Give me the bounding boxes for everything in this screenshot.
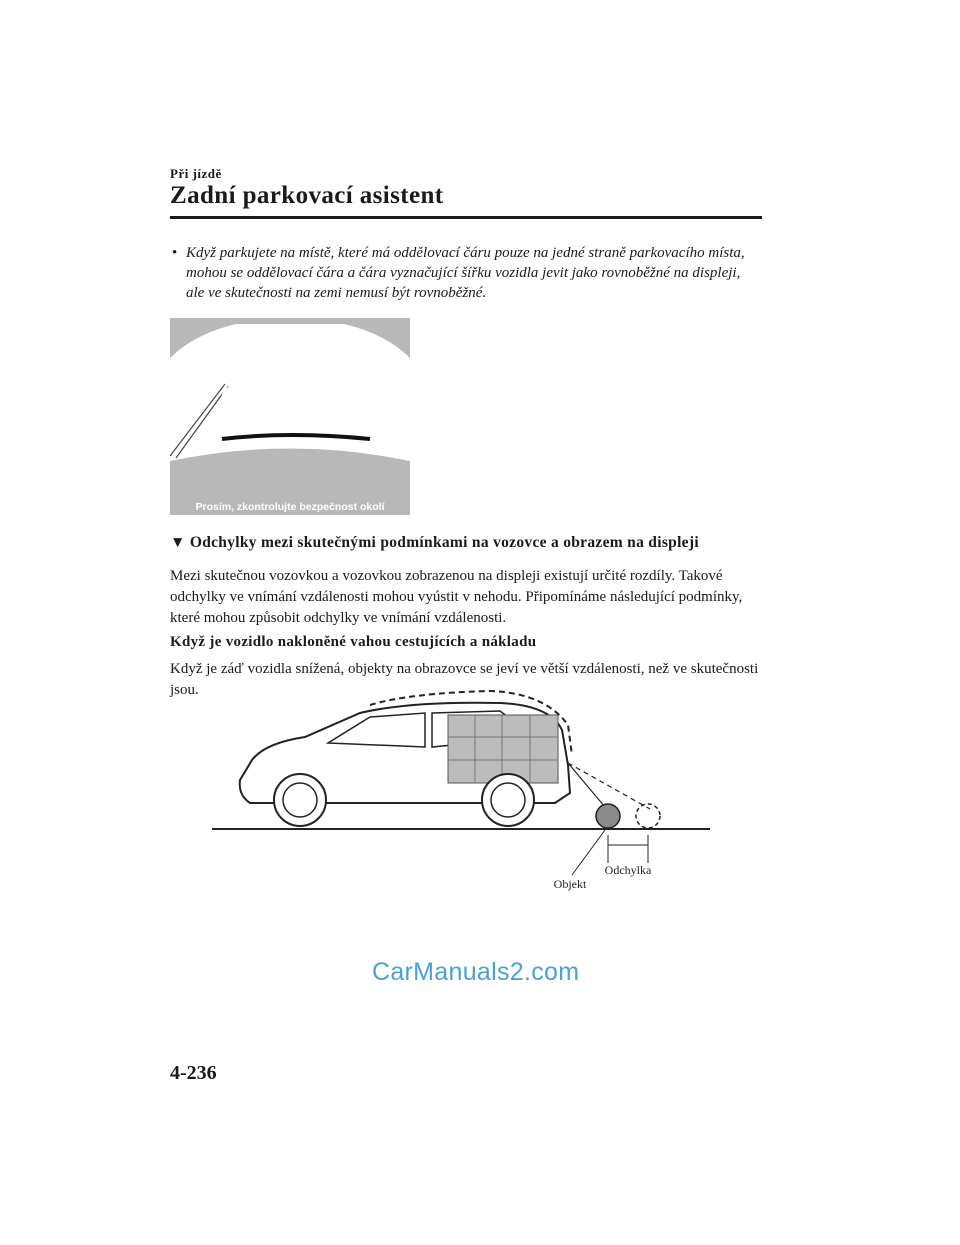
page-number: 4-236 — [170, 1062, 217, 1084]
title-divider — [170, 216, 762, 219]
bullet-note — [172, 243, 762, 303]
car-side-illustration — [210, 685, 720, 900]
section-heading-text: Odchylky mezi skutečnými podmínkami na vozovce a obrazem na displeji — [189, 534, 699, 551]
bullet-note-text: Když parkujete na místě, které má oddělovací čáru pouze na jedné straně parkovacího místa, mohou se oddělovací čára a čára vyznačující šířku vozidla jevit jako rovnoběžné na displeji, ale ve skutečnosti na zemi nemusí být rovnoběžné. — [186, 245, 745, 301]
section-heading — [170, 534, 699, 552]
section-label: Při jízdě — [170, 166, 222, 181]
page-title: Zadní parkovací asistent — [170, 182, 444, 209]
camera-caption: Prosím, zkontrolujte bezpečnost okolí — [195, 501, 385, 513]
triangle-down-icon: ▼ — [170, 534, 186, 551]
rear-camera-display-illustration — [170, 318, 410, 515]
cargo-load — [448, 715, 558, 783]
deviation-label: Odchylka — [604, 863, 652, 877]
rear-camera-display-figure — [170, 318, 410, 515]
bullet-icon: • — [172, 245, 178, 261]
camera-sight-line — [568, 763, 605, 807]
paragraph-deviations: Mezi skutečnou vozovkou a vozovkou zobrazenou na displeji existují určité rozdíly. Takové odchylky ve vnímání vzdálenosti mohou vyústit v nehodu. Připomínáme následující podmínky, které mohou způsobit odchylky ve vnímání vzdálenosti. — [170, 568, 743, 626]
watermark-link[interactable]: CarManuals2.com — [372, 958, 580, 986]
subheading-vehicle-tilt: Když je vozidlo nakloněné vahou cestujících a nákladu — [170, 634, 537, 650]
object-label: Objekt — [553, 877, 587, 891]
vehicle-tilt-figure — [210, 685, 720, 900]
object-circle — [596, 804, 620, 828]
paragraph-vehicle-tilt: Když je záď vozidla snížená, objekty na obrazovce se jeví ve větší vzdálenosti, než ve skutečnosti jsou. — [170, 661, 759, 698]
